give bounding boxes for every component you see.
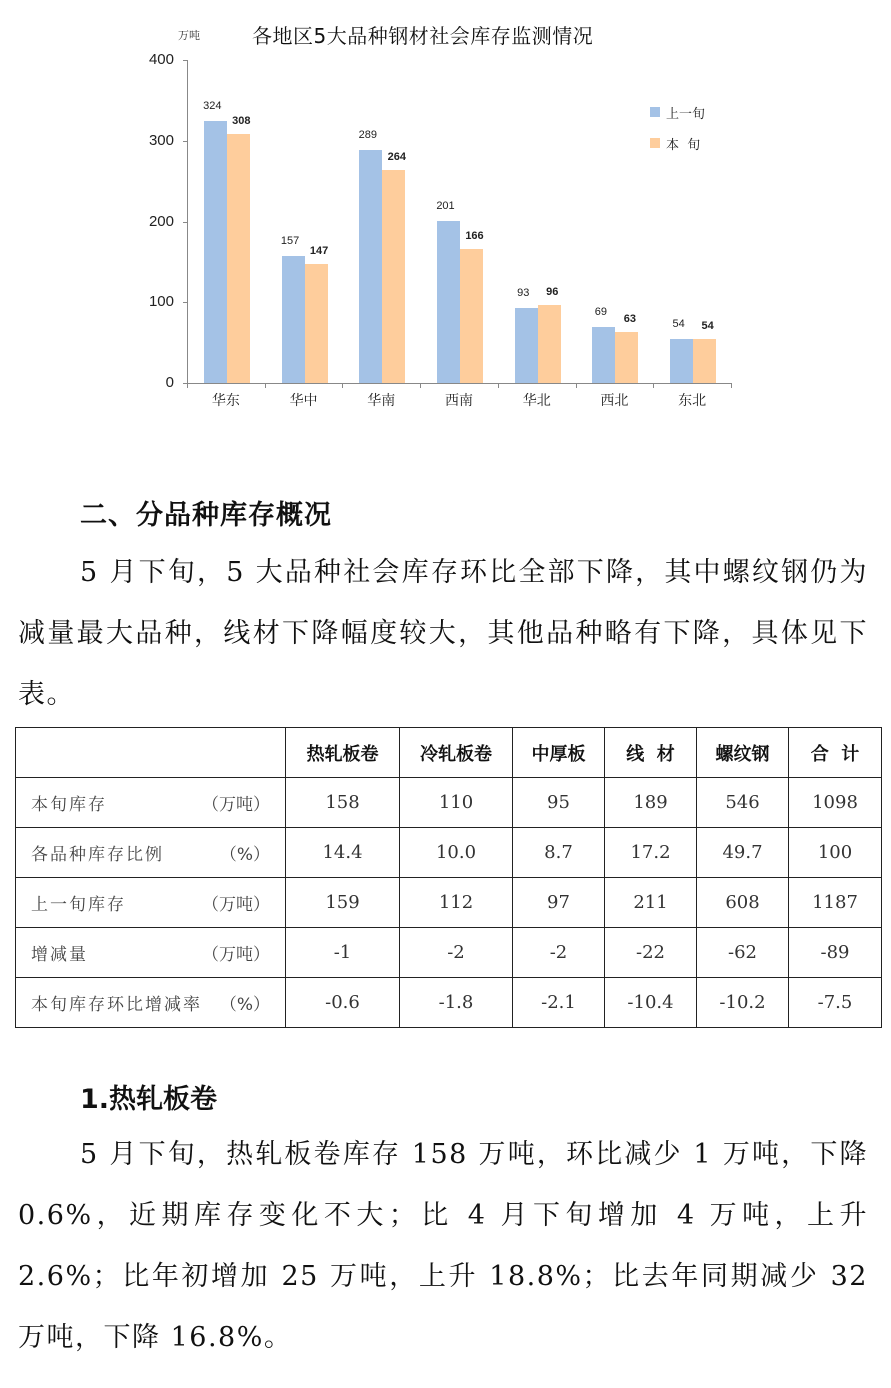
- column-header: 螺纹钢: [697, 728, 789, 778]
- bar-curr: [615, 332, 638, 383]
- row-label: 各品种库存比例: [31, 845, 164, 865]
- table-cell: 546: [697, 778, 789, 828]
- x-tick-mark: [498, 383, 499, 388]
- table-cell: -0.6: [286, 978, 400, 1028]
- bar-value-label: 147: [309, 245, 329, 258]
- row-label: 增减量: [31, 945, 88, 965]
- x-category-label: 华中: [289, 393, 318, 409]
- bar-value-label: 54: [672, 318, 685, 331]
- table-row: [16, 978, 882, 1028]
- table-cell: 189: [605, 778, 697, 828]
- column-header: 中厚板: [513, 728, 605, 778]
- table-cell: 49.7: [697, 828, 789, 878]
- table-cell: 1098: [789, 778, 882, 828]
- bar-prev: [282, 256, 305, 383]
- bar-prev: [592, 327, 615, 383]
- column-header: 冷轧板卷: [400, 728, 513, 778]
- row-header: [16, 778, 286, 828]
- legend-label: 上一旬: [666, 106, 706, 122]
- y-tick-label: 300: [148, 131, 174, 149]
- x-category-label: 西南: [445, 393, 473, 409]
- x-tick-mark: [420, 383, 421, 388]
- table-cell: 100: [789, 828, 882, 878]
- table-cell: 17.2: [605, 828, 697, 878]
- row-label: 上一旬库存: [31, 895, 126, 915]
- table-cell: 10.0: [400, 828, 513, 878]
- table-cell: 14.4: [286, 828, 400, 878]
- y-tick-label: 100: [148, 293, 174, 311]
- bar-value-label: 93: [517, 286, 530, 299]
- y-axis-unit: 万吨: [178, 29, 200, 42]
- regional-inventory-bar-chart: [0, 0, 891, 420]
- row-label: 本旬库存: [31, 795, 107, 815]
- row-header: [16, 928, 286, 978]
- legend-item-prev: [650, 102, 705, 122]
- chart-legend: [650, 102, 705, 164]
- bar-value-label: 264: [387, 150, 406, 163]
- table-cell: 110: [400, 778, 513, 828]
- column-header: 热轧板卷: [286, 728, 400, 778]
- table-cell: -2: [513, 928, 605, 978]
- x-tick-mark: [265, 383, 266, 388]
- bar-prev: [204, 121, 227, 383]
- table-cell: 95: [513, 778, 605, 828]
- table-cell: -7.5: [789, 978, 882, 1028]
- legend-item-curr: [650, 133, 705, 153]
- row-unit: （万吨）: [202, 895, 270, 915]
- y-tick-label: 400: [148, 51, 174, 68]
- table-row: [16, 928, 882, 978]
- row-unit: （万吨）: [202, 795, 270, 815]
- column-header: 线 材: [605, 728, 697, 778]
- table-cell: 608: [697, 878, 789, 928]
- row-label: 本旬库存环比增减率: [31, 995, 202, 1015]
- table-cell: 159: [286, 878, 400, 928]
- table-cell: 211: [605, 878, 697, 928]
- table-row: [16, 878, 882, 928]
- bar-curr: [693, 339, 716, 383]
- legend-swatch-blue: [650, 107, 660, 117]
- bar-prev: [437, 221, 460, 383]
- x-tick-mark: [187, 383, 188, 388]
- x-category-label: 西北: [600, 393, 629, 409]
- section-paragraph: [18, 542, 868, 725]
- table-cell: 8.7: [513, 828, 605, 878]
- y-tick-label: 200: [148, 212, 174, 230]
- table-row: [16, 778, 882, 828]
- table-cell: -62: [697, 928, 789, 978]
- x-category-label: 东北: [678, 393, 707, 409]
- bar-value-label: 324: [203, 100, 222, 113]
- bar-value-label: 166: [465, 229, 484, 242]
- bar-value-label: 96: [546, 286, 559, 299]
- row-header: [16, 878, 286, 928]
- table-cell: 97: [513, 878, 605, 928]
- bar-value-label: 308: [232, 115, 251, 128]
- table-corner-cell: [16, 728, 286, 778]
- x-category-label: 华北: [522, 393, 551, 409]
- table-cell: 158: [286, 778, 400, 828]
- table-cell: -22: [605, 928, 697, 978]
- bar-value-label: 63: [623, 313, 637, 326]
- bar-curr: [538, 305, 561, 383]
- section-heading-by-variety: 二、分品种库存概况: [80, 500, 332, 531]
- bar-value-label: 69: [594, 306, 608, 319]
- table-cell: -1.8: [400, 978, 513, 1028]
- legend-label: 本 旬: [666, 137, 701, 153]
- table-cell: -2: [400, 928, 513, 978]
- bar-value-label: 201: [436, 199, 455, 212]
- row-header: [16, 828, 286, 878]
- row-header: [16, 978, 286, 1028]
- bar-prev: [670, 339, 693, 383]
- table-row: [16, 828, 882, 878]
- paragraph-text: 5 月下旬，热轧板卷库存 158 万吨，环比减少 1 万吨，下降 0.6%，近期库存变化不大；比 4 月下旬增加 4 万吨，上升 2.6%；比年初增加 25 万吨，上升 18.8%；比去年同期减少 32 万吨，下降 16.8%。: [18, 1139, 868, 1353]
- table-cell: -89: [789, 928, 882, 978]
- row-unit: （%）: [219, 995, 270, 1015]
- bar-prev: [359, 150, 382, 383]
- bar-curr: [382, 170, 405, 383]
- chart-title: 各地区5大品种钢材社会库存监测情况: [252, 24, 594, 48]
- bar-value-label: 157: [280, 235, 300, 248]
- y-tick-label: 0: [165, 374, 174, 391]
- variety-inventory-table: [15, 727, 882, 1028]
- paragraph-text: 5 月下旬，5 大品种社会库存环比全部下降，其中螺纹钢仍为减量最大品种，线材下降幅度较大，其他品种略有下降，具体见下表。: [18, 557, 868, 710]
- table-cell: 112: [400, 878, 513, 928]
- x-tick-mark: [731, 383, 732, 388]
- y-axis: [187, 60, 188, 384]
- table-cell: -10.2: [697, 978, 789, 1028]
- row-unit: （万吨）: [202, 945, 270, 965]
- bar-curr: [227, 134, 250, 383]
- legend-swatch-orange: [650, 138, 660, 148]
- bar-value-label: 54: [701, 320, 714, 333]
- x-axis: [187, 383, 731, 384]
- bar-prev: [515, 308, 538, 383]
- x-category-label: 华东: [211, 393, 240, 409]
- x-tick-mark: [576, 383, 577, 388]
- hot-rolled-paragraph: [18, 1124, 868, 1368]
- table-cell: 1187: [789, 878, 882, 928]
- table-cell: -10.4: [605, 978, 697, 1028]
- x-tick-mark: [653, 383, 654, 388]
- bar-value-label: 289: [358, 128, 377, 141]
- x-category-label: 华南: [367, 393, 396, 409]
- row-unit: （%）: [219, 845, 270, 865]
- bar-curr: [460, 249, 483, 383]
- column-header: 合 计: [789, 728, 882, 778]
- subsection-heading-hot-rolled: 1.热轧板卷: [80, 1084, 218, 1115]
- bar-curr: [305, 264, 328, 383]
- table-cell: -2.1: [513, 978, 605, 1028]
- table-cell: -1: [286, 928, 400, 978]
- x-tick-mark: [342, 383, 343, 388]
